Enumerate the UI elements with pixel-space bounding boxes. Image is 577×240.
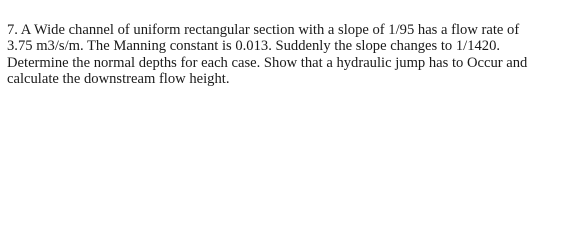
problem-line-3: Determine the normal depths for each case. Show that a hydraulic jump has to Occur and	[7, 54, 528, 71]
problem-line-2: 3.75 m3/s/m. The Manning constant is 0.013. Suddenly the slope changes to 1/1420.	[7, 38, 501, 55]
problem-line-4: calculate the downstream flow height.	[7, 70, 230, 87]
problem-line-1: 7. A Wide channel of uniform rectangular section with a slope of 1/95 has a flow rate of	[7, 22, 520, 38]
problem-statement	[7, 22, 573, 87]
